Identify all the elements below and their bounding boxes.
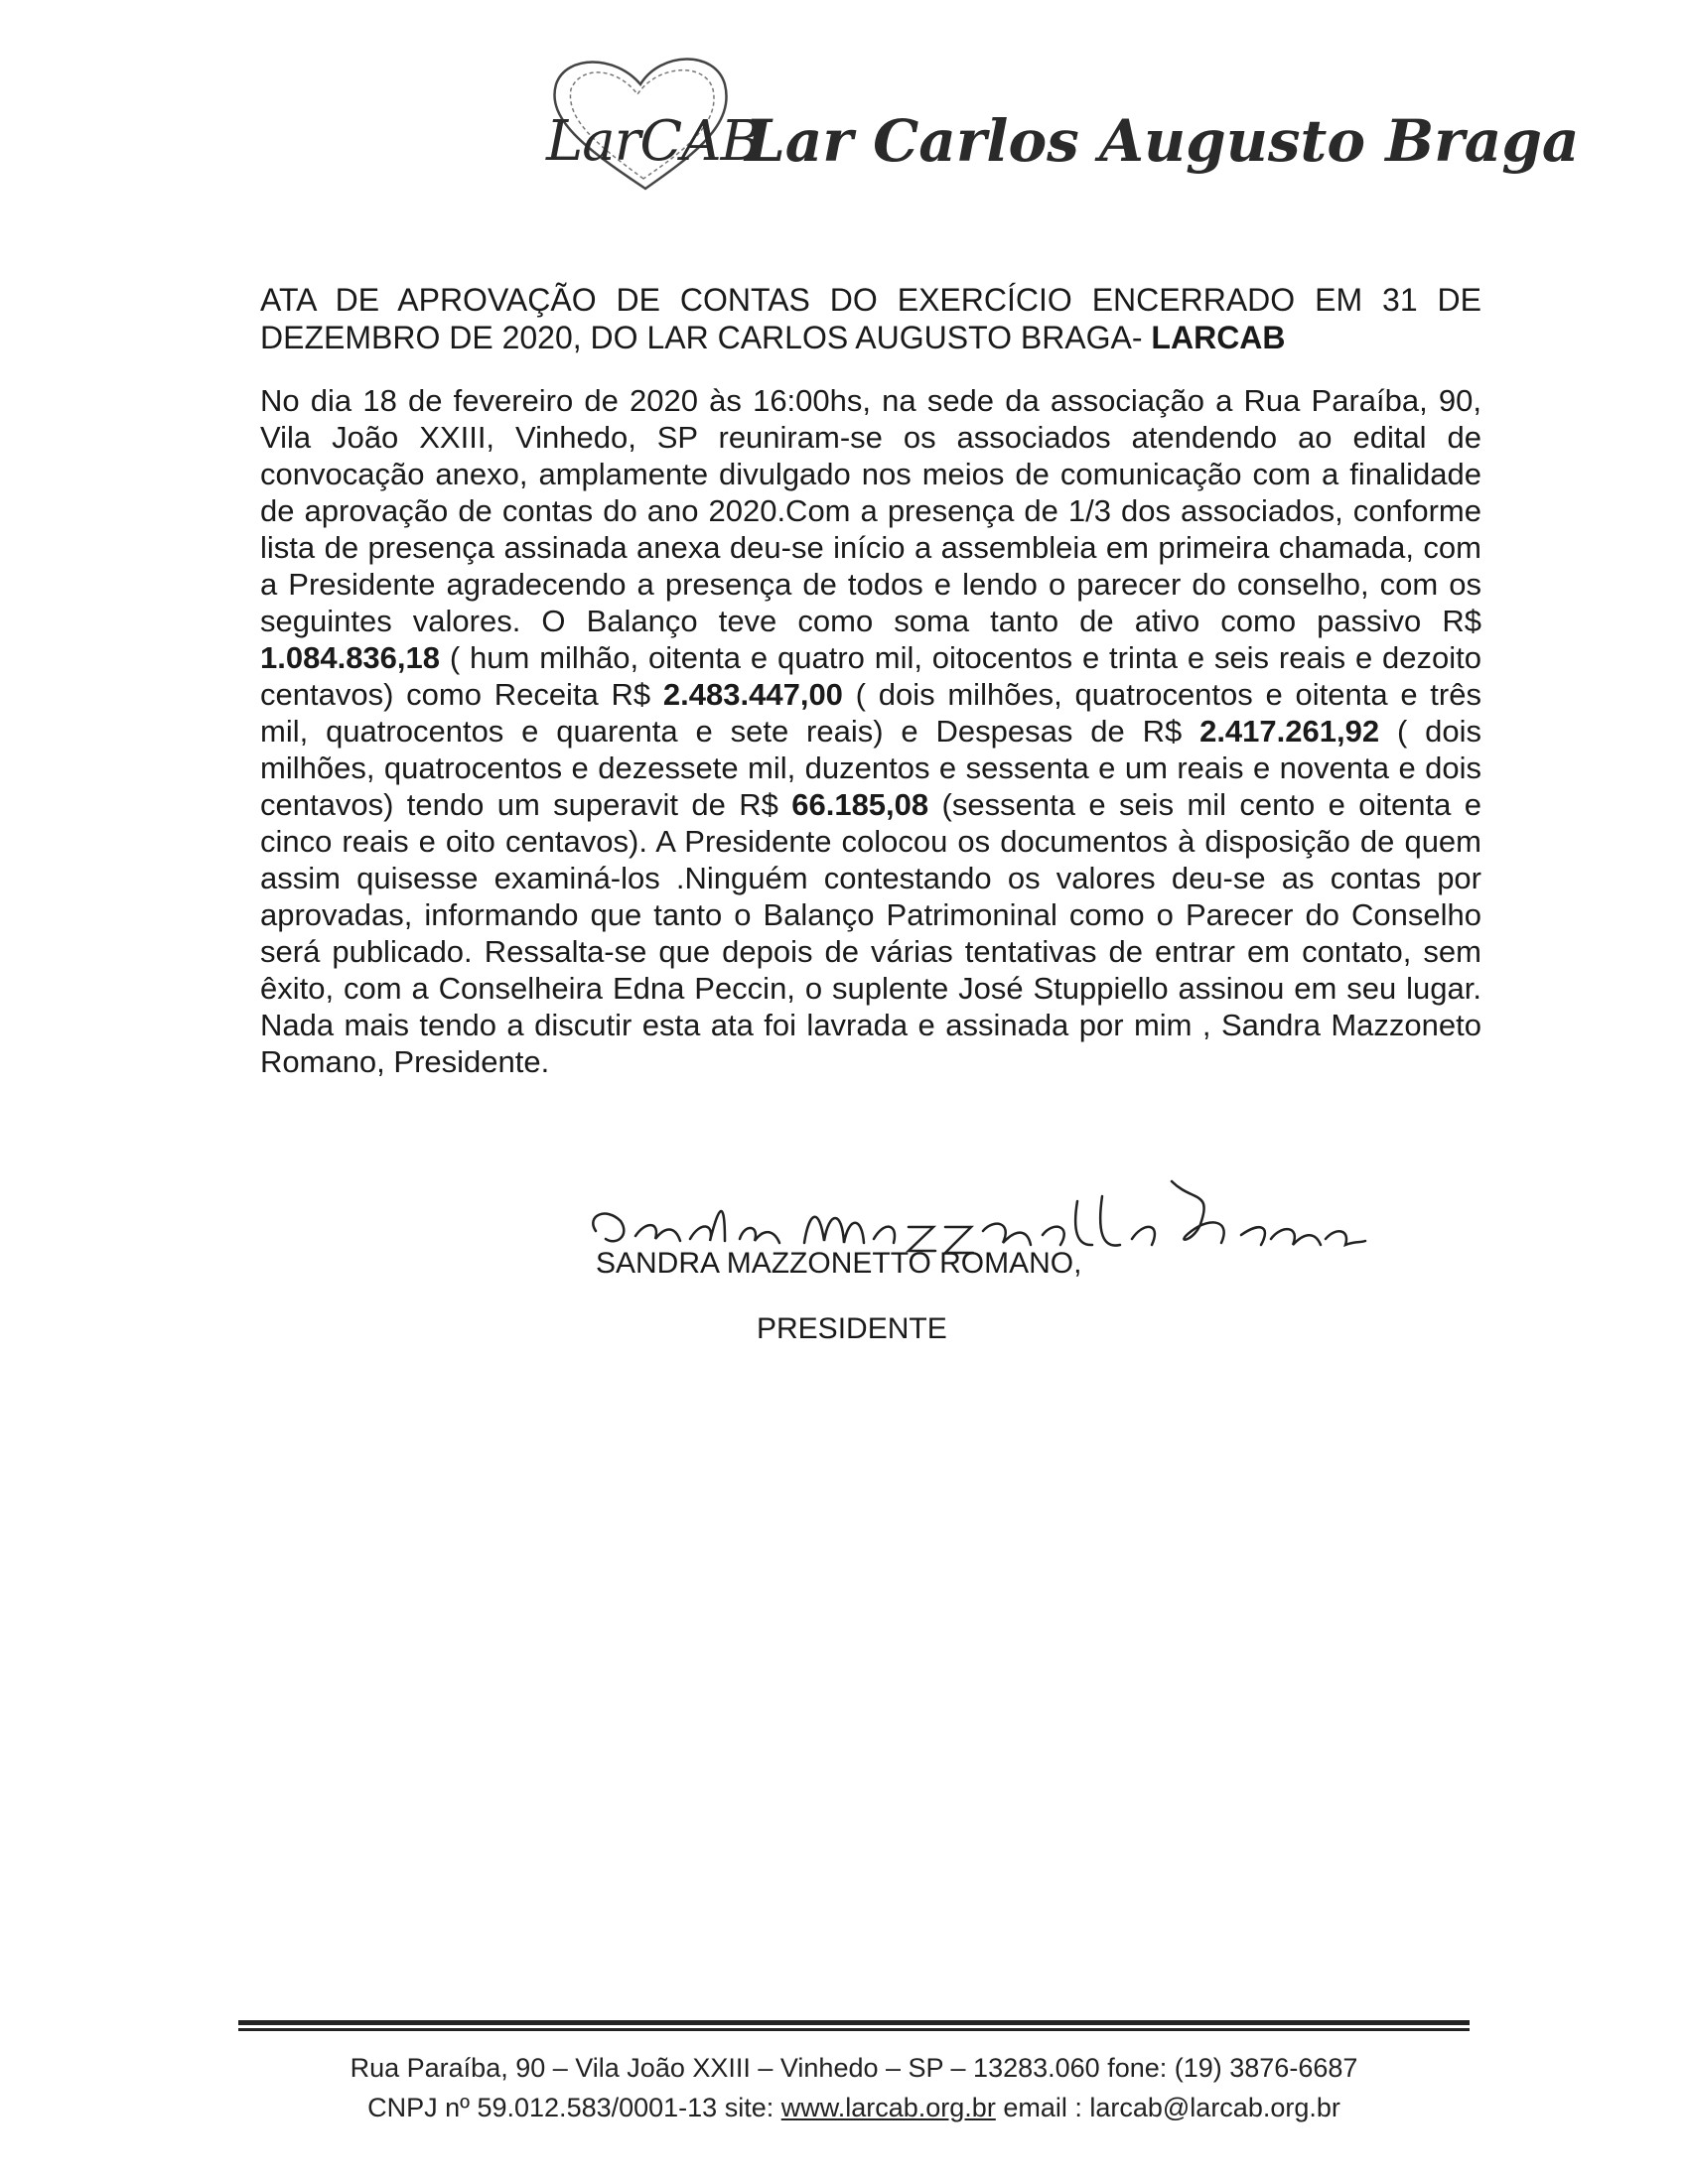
body-part-5: (sessenta e seis mil cento e oitenta e cinco reais e oito centavos). A Presidente colocou os documentos à disposição de quem assim quisesse examiná-los .Ninguém contestando os valores deu-se as contas por aprovadas, informando que tanto o Balanço Patrimoninal como o Parecer do Conselho será publicado. Ressalta-se que depois de várias tentativas de entrar em contato, sem êxito, com a Conselheira Edna Peccin, o suplente José Stuppiello assinou em seu lugar. Nada mais tendo a discutir esta ata foi lavrada e assinada por mim , Sandra Mazzoneto Romano, Presidente. (260, 787, 1481, 1079)
ativo-value: 1.084.836,18 (260, 640, 441, 675)
footer-cnpj: CNPJ nº 59.012.583/0001-13 site: (367, 2093, 781, 2122)
superavit-value: 66.185,08 (791, 787, 929, 822)
logo-mark: LarCAB (546, 109, 761, 174)
body-part-3: ( dois milhões, quatrocentos e oitenta e três mil, quatrocentos e quarenta e sete reais) e Despesas de R$ (260, 677, 1481, 749)
website-link[interactable]: www.larcab.org.br (780, 2093, 996, 2122)
signer-role: PRESIDENTE (757, 1312, 947, 1345)
document-title (260, 281, 1481, 356)
body-part-4: ( dois milhões, quatrocentos e dezessete mil, duzentos e sessenta e um reais e noventa e dois centavos) tendo um superavit de R$ (260, 714, 1482, 822)
title-bold-suffix: LARCAB (1151, 320, 1286, 355)
minutes-body (260, 382, 1481, 1080)
body-part-1: No dia 18 de fevereiro de 2020 às 16:00hs, na sede da associação a Rua Paraíba, 90, Vila João XXIII, Vinhedo, SP reuniram-se os associados atendendo ao edital de convocação anexo, amplamente divulgado nos meios de comunicação com a finalidade de aprovação de contas do ano 2020.Com a presença de 1/3 dos associados, conforme lista de presença assinada anexa deu-se início a assembleia em primeira chamada, com a Presidente agradecendo a presença de todos e lendo o parecer do conselho, com os seguintes valores. O Balanço teve como soma tanto de ativo como passivo R$ (260, 383, 1481, 638)
footer-email-label: email : (995, 2093, 1090, 2122)
footer-address: Rua Paraíba, 90 – Vila João XXIII – Vinhedo – SP – 13283.060 fone: (19) 3876-6687 (350, 2053, 1358, 2083)
title-text: ATA DE APROVAÇÃO DE CONTAS DO EXERCÍCIO ENCERRADO EM 31 DE DEZEMBRO DE 2020, DO LAR CARLOS AUGUSTO BRAGA- (260, 282, 1481, 355)
despesas-value: 2.417.261,92 (1199, 714, 1380, 749)
signer-name: SANDRA MAZZONETTO ROMANO, (596, 1247, 1082, 1280)
body-part-2: ( hum milhão, oitenta e quatro mil, oitocentos e trinta e seis reais e dezoito centavos) como Receita R$ (260, 640, 1481, 712)
footer-contact (238, 2093, 1470, 2123)
organization-logo (526, 40, 1580, 208)
footer-divider (238, 2020, 1470, 2034)
logo-name: Lar Carlos Augusto Braga (745, 107, 1580, 175)
receita-value: 2.483.447,00 (662, 677, 843, 712)
email-link[interactable]: larcab@larcab.org.br (1089, 2093, 1340, 2122)
